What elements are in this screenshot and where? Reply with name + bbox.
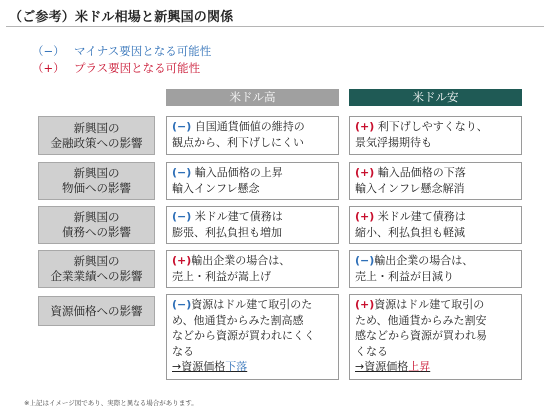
cell-text: 景気浮揚期待も <box>355 135 432 149</box>
row-label-line: 新興国の <box>73 120 120 135</box>
minus-tag: (−) <box>172 298 192 311</box>
legend-plus-mark: （+） <box>32 61 65 75</box>
cell-text: なる <box>172 344 194 358</box>
arrow-text: →資源価格 <box>355 360 409 373</box>
cell-text: などから資源が買われにくく <box>172 329 315 342</box>
cell-text: 観点から、利下げしにくい <box>172 135 304 149</box>
row-label-line: 新興国の <box>73 254 120 268</box>
plus-tag: (+) <box>355 120 375 133</box>
price-direction-up: 上昇 <box>408 360 431 373</box>
cell-text: 輸入インフレ懸念 <box>172 181 260 195</box>
cell-text: 資源はドル建て取引のた <box>191 298 313 311</box>
row-label-corporate-earnings <box>38 250 155 288</box>
cell-monetary-dollar-high <box>166 116 339 155</box>
minus-tag: (−) <box>172 166 192 179</box>
minus-tag: (−) <box>172 120 192 133</box>
row-label-monetary-policy <box>38 116 155 155</box>
row-label-line: 資源価格への影響 <box>50 303 143 318</box>
cell-text: 自国通貨価値の維持の <box>191 120 305 133</box>
cell-prices-dollar-high <box>166 162 339 200</box>
cell-text: 縮小、利払負担も軽減 <box>355 225 465 239</box>
cell-text: 膨張、利払負担も増加 <box>172 225 282 239</box>
plus-tag: (+) <box>172 254 192 267</box>
row-label-line: 新興国の <box>73 166 120 180</box>
column-header-dollar-high: 米ドル高 <box>166 89 339 106</box>
minus-tag: (−) <box>355 254 375 267</box>
cell-text: 輸入品価格の上昇 <box>191 166 283 179</box>
cell-text: 資源はドル建て取引の <box>374 298 485 311</box>
legend-minus-mark: （−） <box>32 44 65 58</box>
row-label-line: 企業業績への影響 <box>50 269 143 283</box>
cell-text: 輸入インフレ懸念解消 <box>355 181 465 195</box>
cell-text: ため、他通貨からみた割安 <box>355 313 487 327</box>
cell-text: 輸入品価格の下落 <box>374 166 466 179</box>
cell-text: くなる <box>355 344 388 358</box>
row-label-line: 新興国の <box>73 210 120 224</box>
row-label-line: 金融政策への影響 <box>50 135 143 150</box>
page-title: （ご参考）米ドル相場と新興国の関係 <box>9 10 234 25</box>
cell-text: め、他通貨からみた割高感 <box>172 313 304 327</box>
plus-tag: (+) <box>355 166 375 179</box>
cell-text: 利下げしやすくなり、 <box>374 120 488 133</box>
cell-prices-dollar-low <box>349 162 522 200</box>
cell-monetary-dollar-low <box>349 116 522 155</box>
column-header-dollar-low: 米ドル安 <box>349 89 522 106</box>
cell-text: 輸出企業の場合は、 <box>191 254 291 267</box>
legend-minus-text: マイナス要因となる可能性 <box>74 44 212 58</box>
cell-earnings-dollar-high <box>166 250 339 288</box>
cell-earnings-dollar-low <box>349 250 522 288</box>
cell-text: 米ドル建て債務は <box>374 210 466 223</box>
cell-debt-dollar-high <box>166 206 339 244</box>
row-label-resource-prices <box>38 296 155 326</box>
legend-plus-text: プラス要因となる可能性 <box>74 61 201 75</box>
cell-text: 米ドル建て債務は <box>191 210 283 223</box>
arrow-text: →資源価格 <box>172 360 226 373</box>
cell-text: 輸出企業の場合は、 <box>374 254 474 267</box>
cell-resources-dollar-high <box>166 294 339 380</box>
cell-debt-dollar-low <box>349 206 522 244</box>
cell-text: 売上・利益が目減り <box>355 269 454 283</box>
minus-tag: (−) <box>172 210 192 223</box>
title-divider <box>6 26 544 27</box>
plus-tag: (+) <box>355 210 375 223</box>
row-label-line: 物価への影響 <box>62 181 131 195</box>
row-label-prices <box>38 162 155 200</box>
legend-plus <box>32 60 200 76</box>
row-label-line: 債務への影響 <box>62 225 131 239</box>
plus-tag: (+) <box>355 298 375 311</box>
legend-minus <box>32 43 211 59</box>
cell-text: 感などから資源が買われ易 <box>355 329 487 342</box>
row-label-debt <box>38 206 155 244</box>
cell-resources-dollar-low <box>349 294 522 380</box>
cell-text: 売上・利益が嵩上げ <box>172 269 271 283</box>
footnote: ※上記はイメージ図であり、実際と異なる場合があります。 <box>24 399 198 407</box>
price-direction-down: 下落 <box>225 360 248 373</box>
